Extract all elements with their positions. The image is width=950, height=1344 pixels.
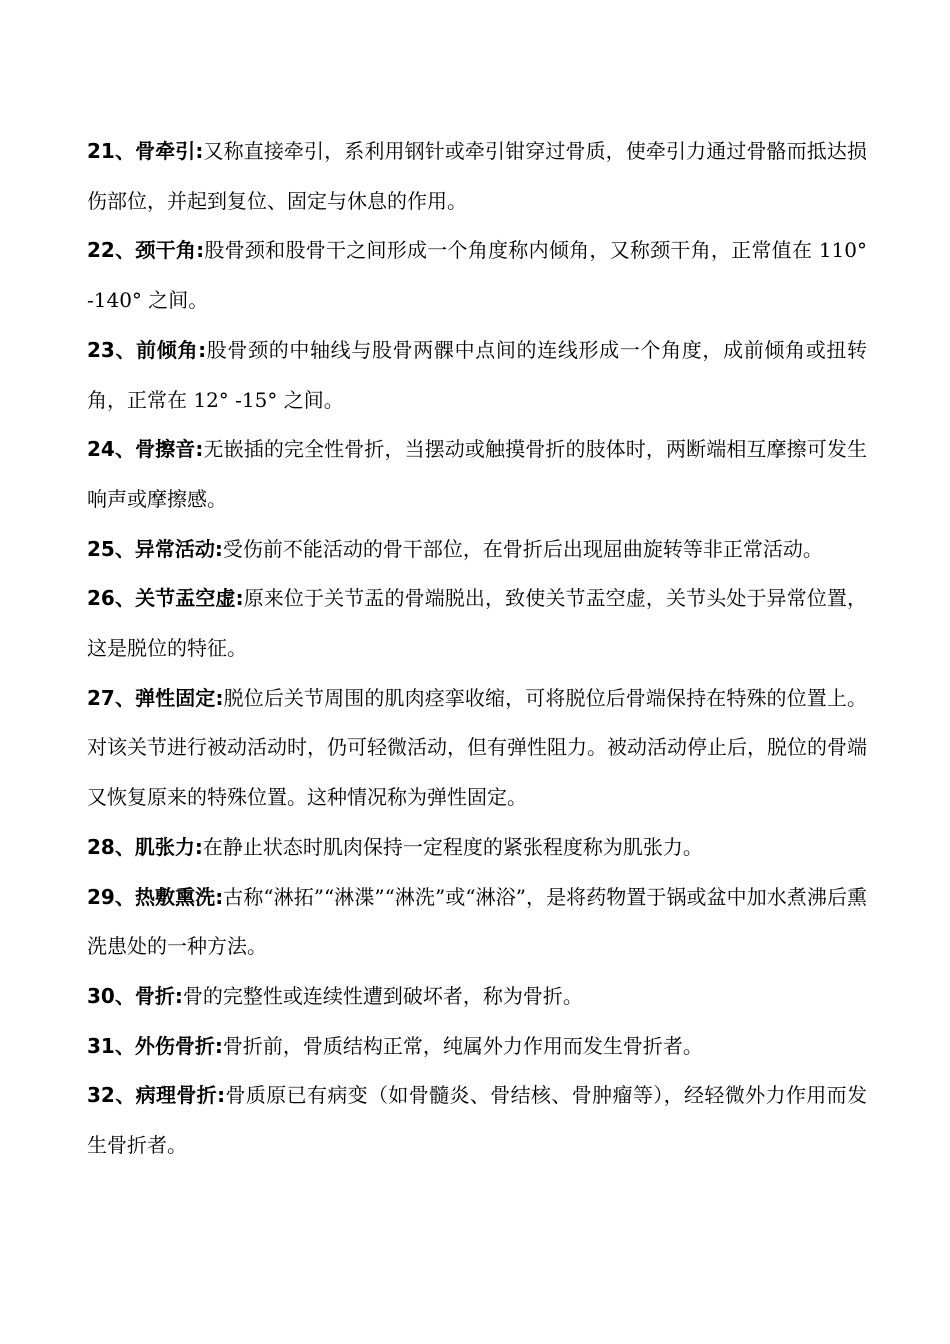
term-separator: :	[217, 1083, 226, 1108]
entry-24	[87, 425, 867, 524]
entry-32	[87, 1071, 867, 1170]
term-definition: 原来位于关节盂的骨端脱出，致使关节盂空虚，关节头处于异常位置，这是脱位的特征。	[87, 586, 867, 661]
term-definition: 无嵌插的完全性骨折，当摆动或触摸骨折的肢体时，两断端相互摩擦可发生响声或摩擦感。	[87, 437, 867, 511]
entry-27	[87, 674, 867, 823]
entry-30	[87, 972, 867, 1022]
term-name: 骨折	[134, 983, 175, 1008]
term-number: 25、	[87, 536, 135, 561]
term-name: 弹性固定	[135, 685, 216, 710]
term-separator: :	[198, 337, 207, 362]
term-name: 肌张力	[134, 834, 195, 859]
term-number: 22、	[87, 238, 136, 263]
entry-26	[87, 574, 867, 673]
term-definition: 骨折前，骨质结构正常，纯属外力作用而发生骨折者。	[222, 1033, 703, 1058]
term-definition: 又称直接牵引，系利用钢针或牵引钳穿过骨质，使牵引力通过骨骼而抵达损伤部位，并起到复位、固定与休息的作用。	[87, 139, 867, 213]
term-separator: :	[215, 884, 224, 909]
term-name: 病理骨折	[135, 1083, 218, 1108]
term-definition: 古称“淋拓”“淋渫”“淋洗”或“淋浴”，是将药物置于锅或盆中加水煮沸后熏洗患处的一种方法。	[87, 884, 868, 959]
entry-31	[87, 1022, 867, 1072]
term-definition: 脱位后关节周围的肌肉痉挛收缩，可将脱位后骨端保持在特殊的位置上。对该关节进行被动活动时，仍可轻微活动，但有弹性阻力。被动活动停止后，脱位的骨端又恢复原来的特殊位置。这种情况称为弹性固定。	[87, 685, 867, 810]
term-separator: :	[195, 437, 204, 462]
term-name: 热敷熏洗	[134, 884, 216, 909]
term-definition: 受伤前不能活动的骨干部位，在骨折后出现屈曲旋转等非正常活动。	[222, 536, 823, 561]
term-number: 31、	[87, 1033, 135, 1058]
term-number: 29、	[87, 884, 135, 909]
term-number: 32、	[87, 1083, 136, 1108]
term-number: 21、	[87, 139, 136, 163]
term-number: 28、	[87, 834, 135, 859]
term-separator: :	[196, 238, 205, 263]
term-number: 23、	[87, 337, 137, 362]
entry-21	[87, 127, 867, 226]
term-name: 前倾角	[136, 337, 199, 362]
term-definition: 股骨颈和股骨干之间形成一个角度称内倾角，又称颈干角，正常值在 110° -140° 之间。	[87, 238, 867, 313]
term-name: 骨牵引	[135, 139, 196, 163]
term-number: 27、	[87, 685, 136, 710]
term-definition: 骨质原已有病变（如骨髓炎、骨结核、骨肿瘤等），经轻微外力作用而发生骨折者。	[87, 1083, 867, 1158]
term-name: 异常活动	[134, 536, 215, 561]
term-definition: 在静止状态时肌肉保持一定程度的紧张程度称为肌张力。	[202, 834, 703, 859]
entry-25	[87, 525, 867, 575]
term-separator: :	[214, 536, 223, 561]
term-definition: 股骨颈的中轴线与股骨两髁中点间的连线形成一个角度，成前倾角或扭转角，正常在 12° -15° 之间。	[87, 337, 868, 412]
document-body	[87, 127, 867, 1171]
entry-22	[87, 226, 867, 325]
term-name: 外伤骨折	[134, 1033, 215, 1058]
entry-29	[87, 873, 867, 972]
term-separator: :	[174, 983, 183, 1008]
term-separator: :	[235, 586, 244, 611]
term-separator: :	[215, 685, 224, 710]
term-definition: 骨的完整性或连续性遭到破坏者，称为骨折。	[182, 983, 583, 1008]
entry-28	[87, 823, 867, 873]
term-separator: :	[194, 834, 203, 859]
term-number: 26、	[87, 586, 136, 611]
term-number: 30、	[87, 983, 135, 1008]
term-separator: :	[195, 139, 204, 163]
term-name: 关节盂空虚	[135, 586, 236, 611]
term-name: 骨擦音	[135, 437, 196, 462]
term-name: 颈干角	[135, 238, 197, 263]
term-number: 24、	[87, 437, 136, 462]
entry-23	[87, 326, 867, 425]
term-separator: :	[214, 1033, 223, 1058]
